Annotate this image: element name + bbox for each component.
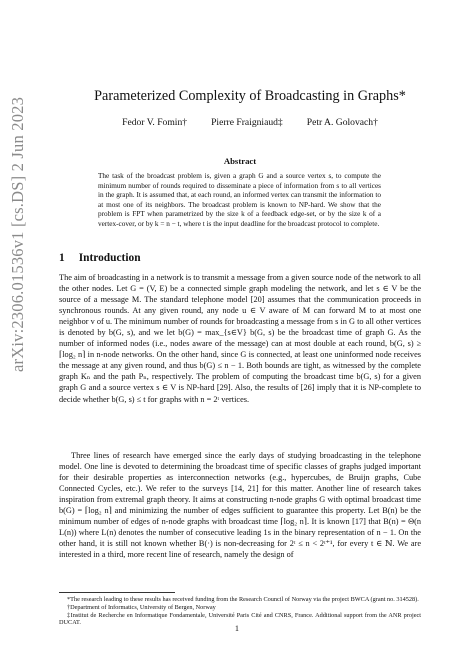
- section-heading-introduction: [59, 252, 141, 264]
- footnotes: [59, 596, 421, 627]
- intro-paragraph-1: The aim of broadcasting in a network is to transmit a message from a given source node of the network to all the other nodes. Let G = (V, E) be a connected simple graph modeling the network, and let s ∈ V be the source of a message M. The standard telephone model [20] assumes that the communication proceeds in synchronous rounds. At any given round, any node u ∈ V aware of M can forward M to at most one neighbor v of u. The minimum number of rounds for broadcasting a message from s in G to all other vertices is denoted by b(G, s), and we let b(G) = max_{s∈V} b(G, s) be the broadcast time of graph G. As the number of informed nodes (i.e., nodes aware of the message) can at most double at each round, b(G, s) ≥ ⌈log₂ n⌉ in n-node networks. On the other hand, since G is connected, at least one uninformed node receives the message at any given round, and thus b(G) ≤ n − 1. Both bounds are tight, as witnessed by the complete graph Kₙ and the path Pₙ, respectively. The problem of computing the broadcast time b(G, s) for a given graph G and a source vertex s ∈ V is NP-hard [29]. Also, the results of [26] imply that it is NP-complete to decide whether b(G, s) ≤ t for graphs with n = 2ᵗ vertices.: [59, 273, 421, 404]
- arxiv-identifier[interactable]: arXiv:2306.01536v1 [cs.DS] 2 Jun 2023: [8, 96, 27, 372]
- abstract-heading: Abstract: [223, 156, 257, 166]
- paper-title: Parameterized Complexity of Broadcasting in Graphs*: [94, 88, 406, 104]
- section-title: Introduction: [78, 252, 141, 264]
- section-number: 1: [59, 252, 65, 264]
- author-list: [60, 117, 440, 128]
- author-fraigniaud: Pierre Fraigniaud‡: [211, 117, 283, 128]
- author-golovach: Petr A. Golovach†: [306, 117, 378, 128]
- footnote-irif: ‡Institut de Recherche en Informatique Fondamentale, Université Paris Cité and CNRS, France. Additional support from the ANR project DUCAT.: [59, 611, 421, 627]
- footnote-funding: *The research leading to these results has received funding from the Research Council of Norway via the project BWCA (grant no. 314528).: [67, 596, 419, 603]
- intro-paragraph-2: Three lines of research have emerged since the early days of studying broadcasting in the telephone model. One line is devoted to determining the broadcast time of specific classes of graphs judged important for their desirable properties as interconnection networks (e.g., hypercubes, de Bruijn graphs, Cube Connected Cycles, etc.). We refer to the surveys [14, 21] for this matter. Another line of research takes inspiration from extremal graph theory. It aims at constructing n-node graphs G with optimal broadcast time b(G) = ⌈log₂ n⌉ and minimizing the number of edges sufficient to guarantee this property. Let B(n) be the minimum number of edges of n-node graphs with broadcast time ⌈log₂ n⌉. It is known [17] that B(n) = Θ(n L(n)) where L(n) denotes the number of consecutive leading 1s in the binary representation of n − 1. On the other hand, it is still not known whether B(·) is non-decreasing for 2ᵗ ≤ n < 2ᵗ⁺¹, for every t ∈ ℕ. We are interested in a third, more recent line of research, namely the design of: [59, 451, 421, 560]
- footnote-bergen: †Department of Informatics, University of Bergen, Norway: [67, 603, 216, 611]
- footnote-rule: [59, 592, 175, 593]
- abstract-body: The task of the broadcast problem is, given a graph G and a source vertex s, to compute the minimum number of rounds required to disseminate a piece of information from s to all vertices in the graph. It is assumed that, at each round, an informed vertex can transmit the information to at most one of its neighbors. The broadcast problem is known to NP-hard. We show that the problem is FPT when parametrized by the size k of a feedback edge-set, or by the size k of a vertex-cover, or by k = n − t, where t is the input deadline for the broadcast protocol to complete.: [98, 172, 381, 228]
- author-fomin: Fedor V. Fomin†: [122, 117, 188, 128]
- page-number: 1: [234, 624, 240, 633]
